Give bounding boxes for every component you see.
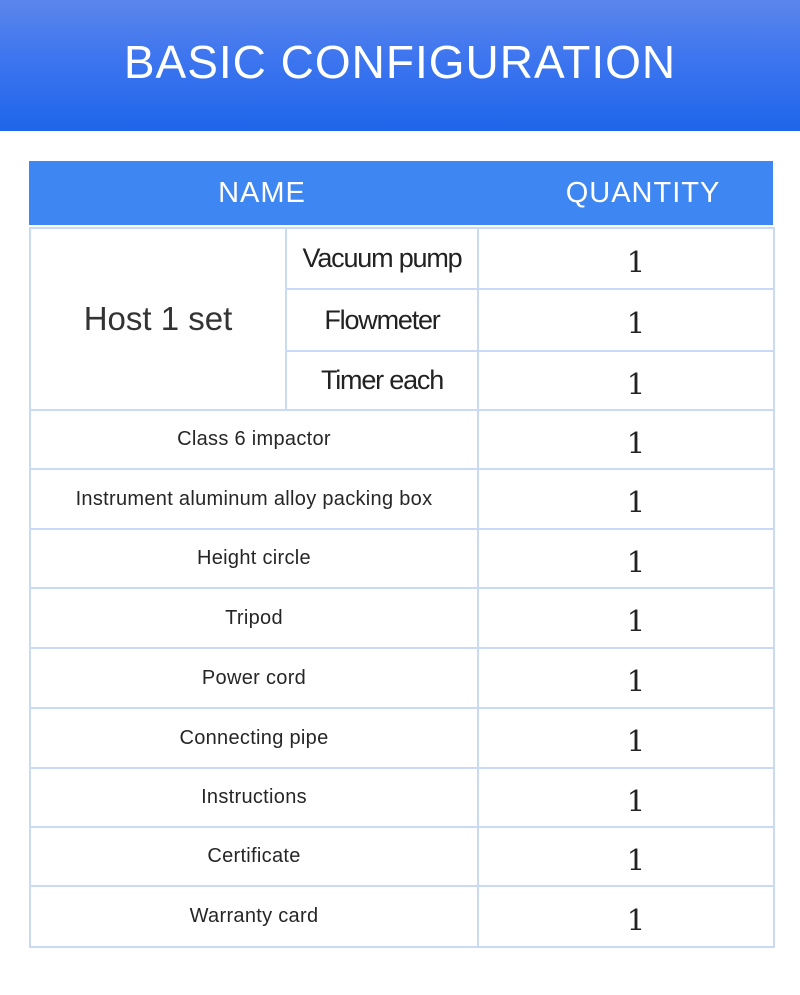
- quantity-value: 1: [626, 902, 646, 937]
- quantity-cell: [478, 648, 774, 708]
- quantity-cell: [478, 228, 774, 289]
- quantity-cell: [478, 289, 774, 351]
- component-name: Vacuum pump: [286, 228, 478, 289]
- item-name: Warranty card: [30, 886, 478, 947]
- table-row: [30, 588, 774, 648]
- title-banner: [0, 0, 800, 131]
- quantity-cell: [478, 588, 774, 648]
- quantity-value: 1: [626, 544, 646, 579]
- table-row: [30, 410, 774, 469]
- quantity-cell: [478, 827, 774, 886]
- quantity-value: 1: [626, 604, 646, 638]
- item-name: Height circle: [30, 529, 478, 588]
- quantity-value: 1: [626, 485, 646, 519]
- quantity-cell: [478, 351, 774, 410]
- quantity-cell: [478, 768, 774, 827]
- item-name: Power cord: [30, 648, 478, 708]
- table-row: [30, 228, 774, 289]
- item-name: Certificate: [30, 827, 478, 886]
- item-name: Connecting pipe: [30, 708, 478, 768]
- quantity-cell: [478, 708, 774, 768]
- component-name: Flowmeter: [286, 289, 478, 351]
- table-header: [29, 161, 773, 225]
- quantity-value: 1: [626, 842, 646, 877]
- quantity-cell: [478, 469, 774, 529]
- host-set-label: Host 1 set: [30, 228, 286, 410]
- table-row: [30, 529, 774, 588]
- table-row: [30, 827, 774, 886]
- quantity-cell: [478, 886, 774, 947]
- quantity-value: 1: [626, 425, 646, 460]
- item-name: Class 6 impactor: [30, 410, 478, 469]
- quantity-value: 1: [626, 783, 646, 818]
- item-name: Tripod: [30, 588, 478, 648]
- table-body: [29, 227, 775, 948]
- page-title: BASIC CONFIGURATION: [123, 35, 677, 88]
- quantity-value: 1: [626, 244, 646, 279]
- table-row: [30, 886, 774, 947]
- table-row: [30, 469, 774, 529]
- item-name: Instrument aluminum alloy packing box: [30, 469, 478, 529]
- table-row: [30, 708, 774, 768]
- item-name: Instructions: [30, 768, 478, 827]
- quantity-value: 1: [626, 724, 646, 758]
- quantity-value: 1: [626, 664, 646, 698]
- header-quantity: QUANTITY: [565, 176, 721, 209]
- quantity-value: 1: [626, 366, 646, 401]
- table-row: [30, 648, 774, 708]
- quantity-cell: [478, 410, 774, 469]
- table-row: [30, 768, 774, 827]
- header-name: NAME: [218, 176, 306, 209]
- quantity-value: 1: [626, 306, 646, 340]
- configuration-table: [29, 161, 773, 948]
- component-name: Timer each: [286, 351, 478, 410]
- quantity-cell: [478, 529, 774, 588]
